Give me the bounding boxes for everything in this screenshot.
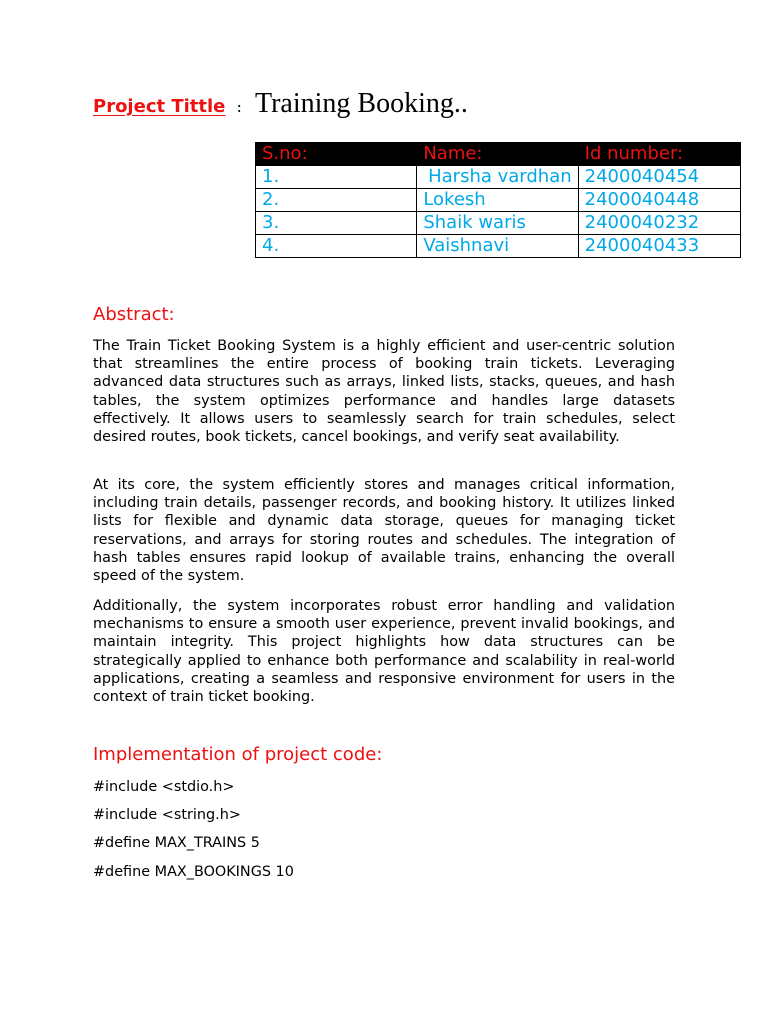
cell-id-number: 2400040448 (578, 189, 740, 212)
table-header-row (256, 143, 741, 166)
cell-id-number: 2400040433 (578, 235, 740, 258)
project-title-colon: : (236, 97, 242, 116)
code-line: #define MAX_TRAINS 5 (93, 835, 260, 851)
cell-sno: 1. (256, 166, 417, 189)
abstract-paragraph-3: Additionally, the system incorporates robust error handling and validation mechanisms to ensure a smooth user experience, prevent invalid bookings, and maintain integrity. This project highlights how data structures can be strategically applied to enhance both performance and scalability in real-world applications, creating a seamless and responsive environment for users in the context of train ticket booking. (93, 598, 675, 706)
abstract-heading: Abstract: (93, 304, 175, 325)
abstract-paragraph-2: At its core, the system efficiently stores and manages critical information, including train details, passenger records, and booking history. It utilizes linked lists for flexible and dynamic data storage, queues for managing ticket reservations, and arrays for storing routes and schedules. The integration of hash tables ensures rapid lookup of available trains, enhancing the overall speed of the system. (93, 477, 675, 585)
cell-sno: 2. (256, 189, 417, 212)
cell-sno: 3. (256, 212, 417, 235)
code-line: #include <stdio.h> (93, 779, 235, 795)
implementation-heading: Implementation of project code: (93, 744, 383, 765)
header-sno: S.no: (256, 143, 417, 166)
header-id-number: Id number: (578, 143, 740, 166)
table-row (256, 189, 741, 212)
table-row (256, 235, 741, 258)
cell-name: Vaishnavi (417, 235, 578, 258)
cell-name: Lokesh (417, 189, 578, 212)
table-row (256, 166, 741, 189)
project-title-value: Training Booking.. (254, 88, 468, 119)
project-title-label: Project Tittle (93, 96, 226, 117)
table-row (256, 212, 741, 235)
project-title-row (93, 88, 468, 120)
cell-id-number: 2400040454 (578, 166, 740, 189)
cell-name: Harsha vardhan (417, 166, 578, 189)
code-line: #define MAX_BOOKINGS 10 (93, 864, 294, 880)
abstract-paragraph-1: The Train Ticket Booking System is a highly efficient and user-centric solution that streamlines the entire process of booking train tickets. Leveraging advanced data structures such as arrays, linked lists, stacks, queues, and hash tables, the system optimizes performance and handles large datasets effectively. It allows users to seamlessly search for train schedules, select desired routes, book tickets, cancel bookings, and verify seat availability. (93, 338, 675, 446)
header-name: Name: (417, 143, 578, 166)
team-members-table (255, 142, 741, 258)
cell-sno: 4. (256, 235, 417, 258)
code-line: #include <string.h> (93, 807, 241, 823)
cell-name: Shaik waris (417, 212, 578, 235)
cell-id-number: 2400040232 (578, 212, 740, 235)
